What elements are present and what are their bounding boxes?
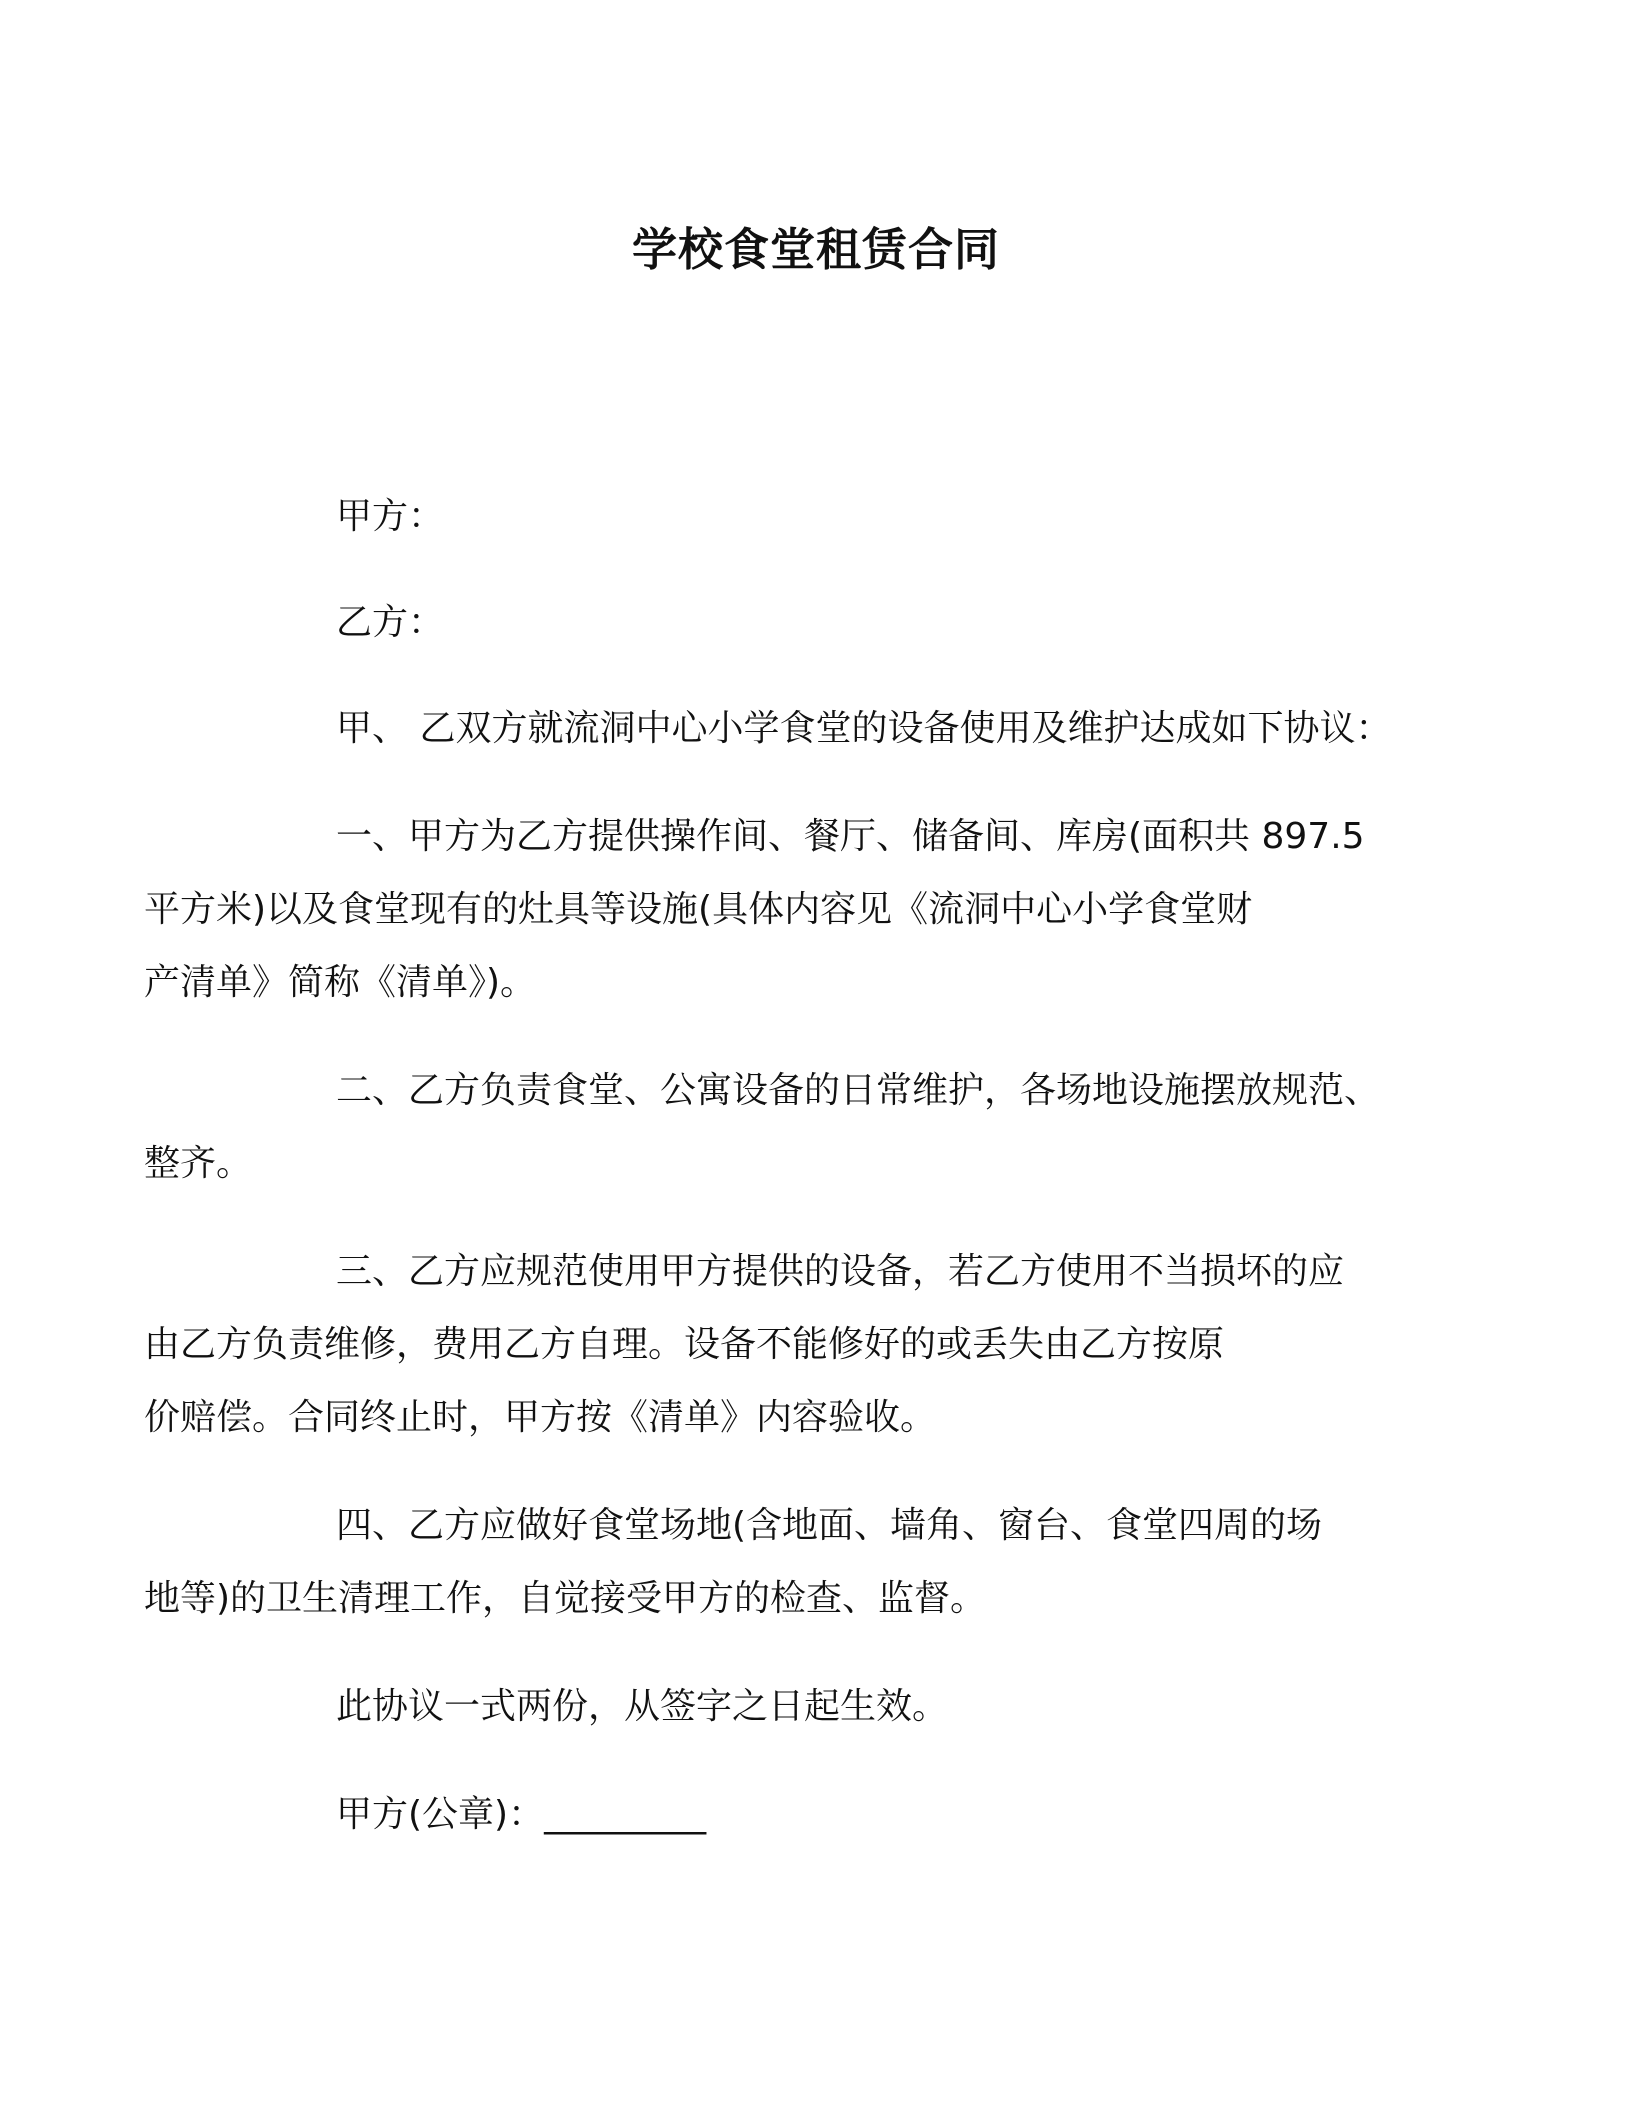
clause-2 [144,1054,1392,1200]
clause-2-line-2: 整齐。 [144,1143,253,1184]
clause-2-line-1: 二、乙方负责食堂、公寓设备的日常维护，各场地设施摆放规范、 [336,1070,1381,1111]
party-a-line: 甲方： [336,496,445,537]
clause-4 [144,1489,1392,1635]
clause-3-line-2: 由乙方负责维修，费用乙方自理。设备不能修好的或丢失由乙方按原 [144,1324,1225,1365]
intro-paragraph: 甲、 乙双方就流洞中心小学食堂的设备使用及维护达成如下协议： [336,708,1392,749]
clause-4-line-2: 地等)的卫生清理工作，自觉接受甲方的检查、监督。 [144,1578,987,1619]
clause-1 [144,800,1392,1019]
clause-3-line-1: 三、乙方应规范使用甲方提供的设备，若乙方使用不当损坏的应 [336,1251,1345,1292]
clause-3-line-3: 价赔偿。合同终止时，甲方按《清单》内容验收。 [144,1397,937,1438]
effect-statement: 此协议一式两份，从签字之日起生效。 [336,1686,949,1727]
clause-1-line-3: 产清单》简称《清单》)。 [144,962,537,1003]
clause-3 [144,1235,1392,1454]
clause-4-line-1: 四、乙方应做好食堂场地(含地面、墙角、窗台、食堂四周的场 [336,1505,1323,1546]
document-title: 学校食堂租赁合同 [631,223,1000,276]
signature-line [240,1778,1392,1851]
party-b-line: 乙方： [336,602,445,643]
signature-blank: _________ [544,1794,707,1835]
clause-1-line-1: 一、甲方为乙方提供操作间、餐厅、储备间、库房(面积共 897.5 [336,816,1365,857]
document-body [144,480,1392,1851]
signature-label: 甲方(公章)： [336,1794,545,1835]
clause-1-line-2: 平方米)以及食堂现有的灶具等设施(具体内容见《流洞中心小学食堂财 [144,889,1253,930]
